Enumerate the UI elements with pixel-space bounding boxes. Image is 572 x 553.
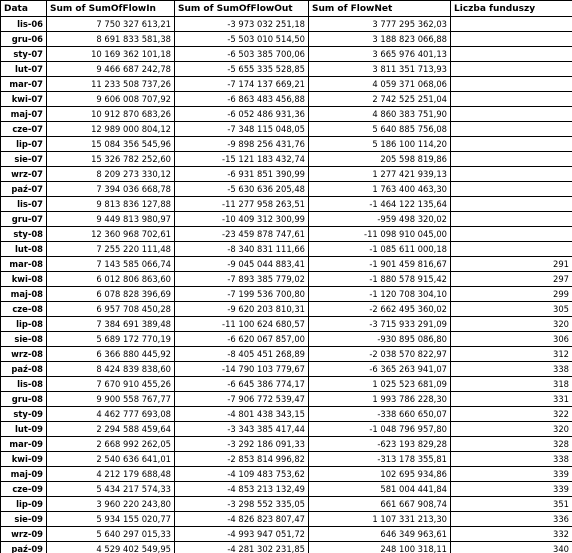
table-row bbox=[1, 452, 572, 467]
cell-flow-out[interactable]: -4 993 947 051,72 bbox=[175, 527, 309, 542]
cell-flow-net[interactable]: -1 464 122 135,64 bbox=[309, 197, 451, 212]
cell-flow-in[interactable]: 4 462 777 693,08 bbox=[47, 407, 175, 422]
cell-flow-in[interactable]: 5 934 155 020,77 bbox=[47, 512, 175, 527]
cell-flow-net[interactable]: -2 662 495 360,02 bbox=[309, 302, 451, 317]
table-row bbox=[1, 437, 572, 452]
cell-date[interactable]: paź-09 bbox=[1, 542, 47, 553]
table-row bbox=[1, 17, 572, 32]
table-row bbox=[1, 422, 572, 437]
cell-flow-out[interactable]: -5 655 335 528,85 bbox=[175, 62, 309, 77]
cell-fund-count[interactable] bbox=[451, 152, 572, 167]
cell-flow-out[interactable]: -5 503 010 514,50 bbox=[175, 32, 309, 47]
cell-fund-count[interactable] bbox=[451, 227, 572, 242]
table-row bbox=[1, 107, 572, 122]
cell-flow-out[interactable]: -4 853 213 132,49 bbox=[175, 482, 309, 497]
cell-flow-out[interactable]: -6 503 385 700,06 bbox=[175, 47, 309, 62]
cell-fund-count[interactable]: 340 bbox=[451, 542, 572, 553]
cell-flow-net[interactable]: -313 178 355,81 bbox=[309, 452, 451, 467]
cell-date[interactable]: kwi-07 bbox=[1, 92, 47, 107]
cell-date[interactable]: lis-08 bbox=[1, 377, 47, 392]
cell-flow-in[interactable]: 2 294 588 459,64 bbox=[47, 422, 175, 437]
cell-flow-out[interactable]: -7 906 772 539,47 bbox=[175, 392, 309, 407]
cell-fund-count[interactable]: 299 bbox=[451, 287, 572, 302]
cell-flow-net[interactable]: 5 186 100 114,20 bbox=[309, 137, 451, 152]
cell-flow-out[interactable]: -8 340 831 111,66 bbox=[175, 242, 309, 257]
cell-flow-out[interactable]: -6 931 851 390,99 bbox=[175, 167, 309, 182]
cell-flow-in[interactable]: 10 169 362 101,18 bbox=[47, 47, 175, 62]
cell-fund-count[interactable]: 322 bbox=[451, 407, 572, 422]
cell-fund-count[interactable] bbox=[451, 17, 572, 32]
cell-flow-in[interactable]: 5 434 217 574,33 bbox=[47, 482, 175, 497]
cell-date[interactable]: lut-08 bbox=[1, 242, 47, 257]
cell-flow-out[interactable]: -4 281 302 231,85 bbox=[175, 542, 309, 553]
cell-flow-net[interactable]: 205 598 819,86 bbox=[309, 152, 451, 167]
table-row bbox=[1, 332, 572, 347]
cell-flow-net[interactable]: 4 860 383 751,90 bbox=[309, 107, 451, 122]
cell-date[interactable]: lip-08 bbox=[1, 317, 47, 332]
cell-flow-out[interactable]: -11 277 958 263,51 bbox=[175, 197, 309, 212]
cell-flow-out[interactable]: -6 645 386 774,17 bbox=[175, 377, 309, 392]
table-row bbox=[1, 197, 572, 212]
cell-fund-count[interactable]: 338 bbox=[451, 362, 572, 377]
cell-flow-in[interactable]: 2 540 636 641,01 bbox=[47, 452, 175, 467]
cell-flow-out[interactable]: -4 801 438 343,15 bbox=[175, 407, 309, 422]
cell-flow-out[interactable]: -11 100 624 680,57 bbox=[175, 317, 309, 332]
cell-flow-net[interactable]: -930 895 086,80 bbox=[309, 332, 451, 347]
cell-flow-net[interactable]: 1 277 421 939,13 bbox=[309, 167, 451, 182]
header-sum-flow-net[interactable]: Sum of FlowNet bbox=[309, 1, 451, 17]
cell-date[interactable]: lip-09 bbox=[1, 497, 47, 512]
table-row bbox=[1, 302, 572, 317]
cell-date[interactable]: lut-09 bbox=[1, 422, 47, 437]
cell-flow-net[interactable]: 3 665 976 401,13 bbox=[309, 47, 451, 62]
cell-date[interactable]: maj-09 bbox=[1, 467, 47, 482]
cell-fund-count[interactable]: 332 bbox=[451, 527, 572, 542]
table-row bbox=[1, 467, 572, 482]
cell-date[interactable]: gru-06 bbox=[1, 32, 47, 47]
table-row bbox=[1, 137, 572, 152]
header-sum-flow-in[interactable]: Sum of SumOfFlowIn bbox=[47, 1, 175, 17]
cell-flow-in[interactable]: 9 449 813 980,97 bbox=[47, 212, 175, 227]
cell-flow-in[interactable]: 12 360 968 702,61 bbox=[47, 227, 175, 242]
cell-flow-out[interactable]: -9 898 256 431,76 bbox=[175, 137, 309, 152]
cell-fund-count[interactable] bbox=[451, 197, 572, 212]
table-row bbox=[1, 272, 572, 287]
cell-flow-in[interactable]: 11 233 508 737,26 bbox=[47, 77, 175, 92]
cell-flow-in[interactable]: 7 384 691 389,48 bbox=[47, 317, 175, 332]
cell-flow-in[interactable]: 7 670 910 455,26 bbox=[47, 377, 175, 392]
cell-flow-net[interactable]: 102 695 934,86 bbox=[309, 467, 451, 482]
cell-fund-count[interactable] bbox=[451, 62, 572, 77]
cell-flow-out[interactable]: -10 409 312 300,99 bbox=[175, 212, 309, 227]
cell-flow-out[interactable]: -23 459 878 747,61 bbox=[175, 227, 309, 242]
cell-fund-count[interactable] bbox=[451, 122, 572, 137]
cell-flow-net[interactable]: 646 349 963,61 bbox=[309, 527, 451, 542]
cell-flow-net[interactable]: 248 100 318,11 bbox=[309, 542, 451, 553]
header-data[interactable]: Data bbox=[1, 1, 47, 17]
cell-flow-net[interactable]: 661 667 908,74 bbox=[309, 497, 451, 512]
cell-date[interactable]: wrz-08 bbox=[1, 347, 47, 362]
cell-date[interactable]: sty-07 bbox=[1, 47, 47, 62]
table-row bbox=[1, 77, 572, 92]
cell-date[interactable]: mar-08 bbox=[1, 257, 47, 272]
cell-flow-in[interactable]: 15 326 782 252,60 bbox=[47, 152, 175, 167]
cell-flow-out[interactable]: -2 853 814 996,82 bbox=[175, 452, 309, 467]
cell-flow-out[interactable]: -9 620 203 810,31 bbox=[175, 302, 309, 317]
table-row bbox=[1, 482, 572, 497]
cell-flow-in[interactable]: 2 668 992 262,05 bbox=[47, 437, 175, 452]
table-row bbox=[1, 542, 572, 553]
cell-flow-in[interactable]: 8 424 839 838,60 bbox=[47, 362, 175, 377]
cell-date[interactable]: cze-09 bbox=[1, 482, 47, 497]
cell-flow-in[interactable]: 5 689 172 770,19 bbox=[47, 332, 175, 347]
cell-flow-in[interactable]: 3 960 220 243,80 bbox=[47, 497, 175, 512]
cell-date[interactable]: lis-06 bbox=[1, 17, 47, 32]
cell-fund-count[interactable]: 328 bbox=[451, 437, 572, 452]
table-row bbox=[1, 392, 572, 407]
cell-date[interactable]: sty-08 bbox=[1, 227, 47, 242]
cell-fund-count[interactable] bbox=[451, 167, 572, 182]
cell-date[interactable]: kwi-08 bbox=[1, 272, 47, 287]
cell-fund-count[interactable]: 305 bbox=[451, 302, 572, 317]
cell-flow-net[interactable]: -1 901 459 816,67 bbox=[309, 257, 451, 272]
cell-flow-net[interactable]: 1 025 523 681,09 bbox=[309, 377, 451, 392]
cell-date[interactable]: paź-07 bbox=[1, 182, 47, 197]
cell-fund-count[interactable]: 351 bbox=[451, 497, 572, 512]
cell-fund-count[interactable]: 291 bbox=[451, 257, 572, 272]
table-row bbox=[1, 62, 572, 77]
cell-flow-in[interactable]: 6 957 708 450,28 bbox=[47, 302, 175, 317]
table-row bbox=[1, 527, 572, 542]
cell-flow-in[interactable]: 10 912 870 683,26 bbox=[47, 107, 175, 122]
cell-date[interactable]: sie-07 bbox=[1, 152, 47, 167]
cell-flow-out[interactable]: -15 121 183 432,74 bbox=[175, 152, 309, 167]
table-row bbox=[1, 317, 572, 332]
cell-fund-count[interactable] bbox=[451, 77, 572, 92]
cell-fund-count[interactable]: 312 bbox=[451, 347, 572, 362]
cell-flow-in[interactable]: 7 750 327 613,21 bbox=[47, 17, 175, 32]
cell-flow-in[interactable]: 9 813 836 127,88 bbox=[47, 197, 175, 212]
cell-flow-in[interactable]: 6 366 880 445,92 bbox=[47, 347, 175, 362]
cell-flow-in[interactable]: 6 012 806 863,60 bbox=[47, 272, 175, 287]
table-row bbox=[1, 167, 572, 182]
cell-date[interactable]: mar-07 bbox=[1, 77, 47, 92]
cell-flow-out[interactable]: -3 292 186 091,33 bbox=[175, 437, 309, 452]
cell-flow-net[interactable]: 5 640 885 756,08 bbox=[309, 122, 451, 137]
cell-flow-net[interactable]: 3 811 351 713,93 bbox=[309, 62, 451, 77]
cell-flow-out[interactable]: -5 630 636 205,48 bbox=[175, 182, 309, 197]
table-row bbox=[1, 257, 572, 272]
cell-fund-count[interactable]: 318 bbox=[451, 377, 572, 392]
cell-flow-in[interactable]: 4 529 402 549,95 bbox=[47, 542, 175, 553]
cell-flow-net[interactable]: -623 193 829,28 bbox=[309, 437, 451, 452]
cell-fund-count[interactable]: 336 bbox=[451, 512, 572, 527]
cell-fund-count[interactable] bbox=[451, 212, 572, 227]
table-row bbox=[1, 47, 572, 62]
cell-flow-out[interactable]: -7 199 536 700,80 bbox=[175, 287, 309, 302]
cell-date[interactable]: cze-07 bbox=[1, 122, 47, 137]
cell-fund-count[interactable] bbox=[451, 47, 572, 62]
cell-flow-net[interactable]: 1 763 400 463,30 bbox=[309, 182, 451, 197]
cell-date[interactable]: maj-07 bbox=[1, 107, 47, 122]
cell-flow-in[interactable]: 7 394 036 668,78 bbox=[47, 182, 175, 197]
cell-flow-net[interactable]: -1 085 611 000,18 bbox=[309, 242, 451, 257]
cell-flow-in[interactable]: 9 606 008 707,92 bbox=[47, 92, 175, 107]
cell-flow-out[interactable]: -3 298 552 335,05 bbox=[175, 497, 309, 512]
cell-fund-count[interactable]: 338 bbox=[451, 452, 572, 467]
header-sum-flow-out[interactable]: Sum of SumOfFlowOut bbox=[175, 1, 309, 17]
cell-fund-count[interactable]: 306 bbox=[451, 332, 572, 347]
cell-fund-count[interactable]: 320 bbox=[451, 422, 572, 437]
cell-flow-in[interactable]: 5 640 297 015,33 bbox=[47, 527, 175, 542]
cell-flow-out[interactable]: -7 348 115 048,05 bbox=[175, 122, 309, 137]
table-row bbox=[1, 92, 572, 107]
cell-date[interactable]: kwi-09 bbox=[1, 452, 47, 467]
cell-flow-net[interactable]: -1 120 708 304,10 bbox=[309, 287, 451, 302]
header-liczba-funduszy[interactable]: Liczba funduszy bbox=[451, 1, 572, 17]
table-row bbox=[1, 512, 572, 527]
cell-flow-net[interactable]: 3 777 295 362,03 bbox=[309, 17, 451, 32]
cell-flow-net[interactable]: 1 107 331 213,30 bbox=[309, 512, 451, 527]
cell-flow-out[interactable]: -6 620 067 857,00 bbox=[175, 332, 309, 347]
cell-flow-out[interactable]: -8 405 451 268,89 bbox=[175, 347, 309, 362]
cell-flow-in[interactable]: 9 900 558 767,77 bbox=[47, 392, 175, 407]
cell-flow-in[interactable]: 4 212 179 688,48 bbox=[47, 467, 175, 482]
cell-flow-in[interactable]: 7 143 585 066,74 bbox=[47, 257, 175, 272]
table-row bbox=[1, 212, 572, 227]
cell-flow-net[interactable]: 3 188 823 066,88 bbox=[309, 32, 451, 47]
cell-flow-in[interactable]: 6 078 828 396,69 bbox=[47, 287, 175, 302]
cell-date[interactable]: sie-08 bbox=[1, 332, 47, 347]
cell-fund-count[interactable] bbox=[451, 182, 572, 197]
cell-flow-in[interactable]: 12 989 000 804,12 bbox=[47, 122, 175, 137]
cell-date[interactable]: maj-08 bbox=[1, 287, 47, 302]
cell-date[interactable]: gru-08 bbox=[1, 392, 47, 407]
cell-flow-out[interactable]: -3 973 032 251,18 bbox=[175, 17, 309, 32]
cell-flow-net[interactable]: -2 038 570 822,97 bbox=[309, 347, 451, 362]
cell-flow-in[interactable]: 9 466 687 242,78 bbox=[47, 62, 175, 77]
cell-flow-out[interactable]: -7 174 137 669,21 bbox=[175, 77, 309, 92]
cell-flow-net[interactable]: 1 993 786 228,30 bbox=[309, 392, 451, 407]
cell-date[interactable]: lis-07 bbox=[1, 197, 47, 212]
table-row bbox=[1, 32, 572, 47]
table-row bbox=[1, 362, 572, 377]
table-row bbox=[1, 377, 572, 392]
cell-date[interactable]: sty-09 bbox=[1, 407, 47, 422]
cell-flow-out[interactable]: -6 052 486 931,36 bbox=[175, 107, 309, 122]
cell-date[interactable]: lip-07 bbox=[1, 137, 47, 152]
cell-flow-out[interactable]: -7 893 385 779,02 bbox=[175, 272, 309, 287]
cell-flow-net[interactable]: -338 660 650,07 bbox=[309, 407, 451, 422]
table-row bbox=[1, 407, 572, 422]
table-row bbox=[1, 347, 572, 362]
cell-flow-out[interactable]: -3 343 385 417,44 bbox=[175, 422, 309, 437]
cell-flow-out[interactable]: -9 045 044 883,41 bbox=[175, 257, 309, 272]
cell-flow-net[interactable]: 581 004 441,84 bbox=[309, 482, 451, 497]
cell-date[interactable]: wrz-09 bbox=[1, 527, 47, 542]
cell-flow-out[interactable]: -14 790 103 779,67 bbox=[175, 362, 309, 377]
cell-fund-count[interactable]: 339 bbox=[451, 467, 572, 482]
cell-flow-in[interactable]: 7 255 220 111,48 bbox=[47, 242, 175, 257]
cell-flow-out[interactable]: -4 826 823 807,47 bbox=[175, 512, 309, 527]
cell-fund-count[interactable]: 339 bbox=[451, 482, 572, 497]
table-row bbox=[1, 497, 572, 512]
cell-fund-count[interactable] bbox=[451, 92, 572, 107]
table-row bbox=[1, 122, 572, 137]
cell-fund-count[interactable] bbox=[451, 242, 572, 257]
cell-flow-net[interactable]: -1 880 578 915,42 bbox=[309, 272, 451, 287]
cell-flow-net[interactable]: -1 048 796 957,80 bbox=[309, 422, 451, 437]
cell-flow-in[interactable]: 8 209 273 330,12 bbox=[47, 167, 175, 182]
cell-date[interactable]: lut-07 bbox=[1, 62, 47, 77]
table-row bbox=[1, 242, 572, 257]
cell-flow-net[interactable]: -959 498 320,02 bbox=[309, 212, 451, 227]
cell-flow-net[interactable]: -11 098 910 045,00 bbox=[309, 227, 451, 242]
cell-flow-in[interactable]: 8 691 833 581,38 bbox=[47, 32, 175, 47]
cell-fund-count[interactable]: 320 bbox=[451, 317, 572, 332]
header-row bbox=[1, 1, 572, 17]
cell-flow-in[interactable]: 15 084 356 545,96 bbox=[47, 137, 175, 152]
cell-date[interactable]: mar-09 bbox=[1, 437, 47, 452]
cell-date[interactable]: wrz-07 bbox=[1, 167, 47, 182]
cell-flow-net[interactable]: -3 715 933 291,09 bbox=[309, 317, 451, 332]
cell-flow-out[interactable]: -4 109 483 753,62 bbox=[175, 467, 309, 482]
cell-date[interactable]: sie-09 bbox=[1, 512, 47, 527]
cell-fund-count[interactable] bbox=[451, 137, 572, 152]
cell-fund-count[interactable] bbox=[451, 107, 572, 122]
cell-fund-count[interactable]: 297 bbox=[451, 272, 572, 287]
cell-flow-net[interactable]: 2 742 525 251,04 bbox=[309, 92, 451, 107]
table-row bbox=[1, 227, 572, 242]
table-row bbox=[1, 182, 572, 197]
cell-flow-net[interactable]: -6 365 263 941,07 bbox=[309, 362, 451, 377]
cell-fund-count[interactable]: 331 bbox=[451, 392, 572, 407]
cell-flow-out[interactable]: -6 863 483 456,88 bbox=[175, 92, 309, 107]
cell-date[interactable]: cze-08 bbox=[1, 302, 47, 317]
cell-flow-net[interactable]: 4 059 371 068,06 bbox=[309, 77, 451, 92]
cell-date[interactable]: gru-07 bbox=[1, 212, 47, 227]
table-row bbox=[1, 152, 572, 167]
table-row bbox=[1, 287, 572, 302]
cell-date[interactable]: paź-08 bbox=[1, 362, 47, 377]
cell-fund-count[interactable] bbox=[451, 32, 572, 47]
